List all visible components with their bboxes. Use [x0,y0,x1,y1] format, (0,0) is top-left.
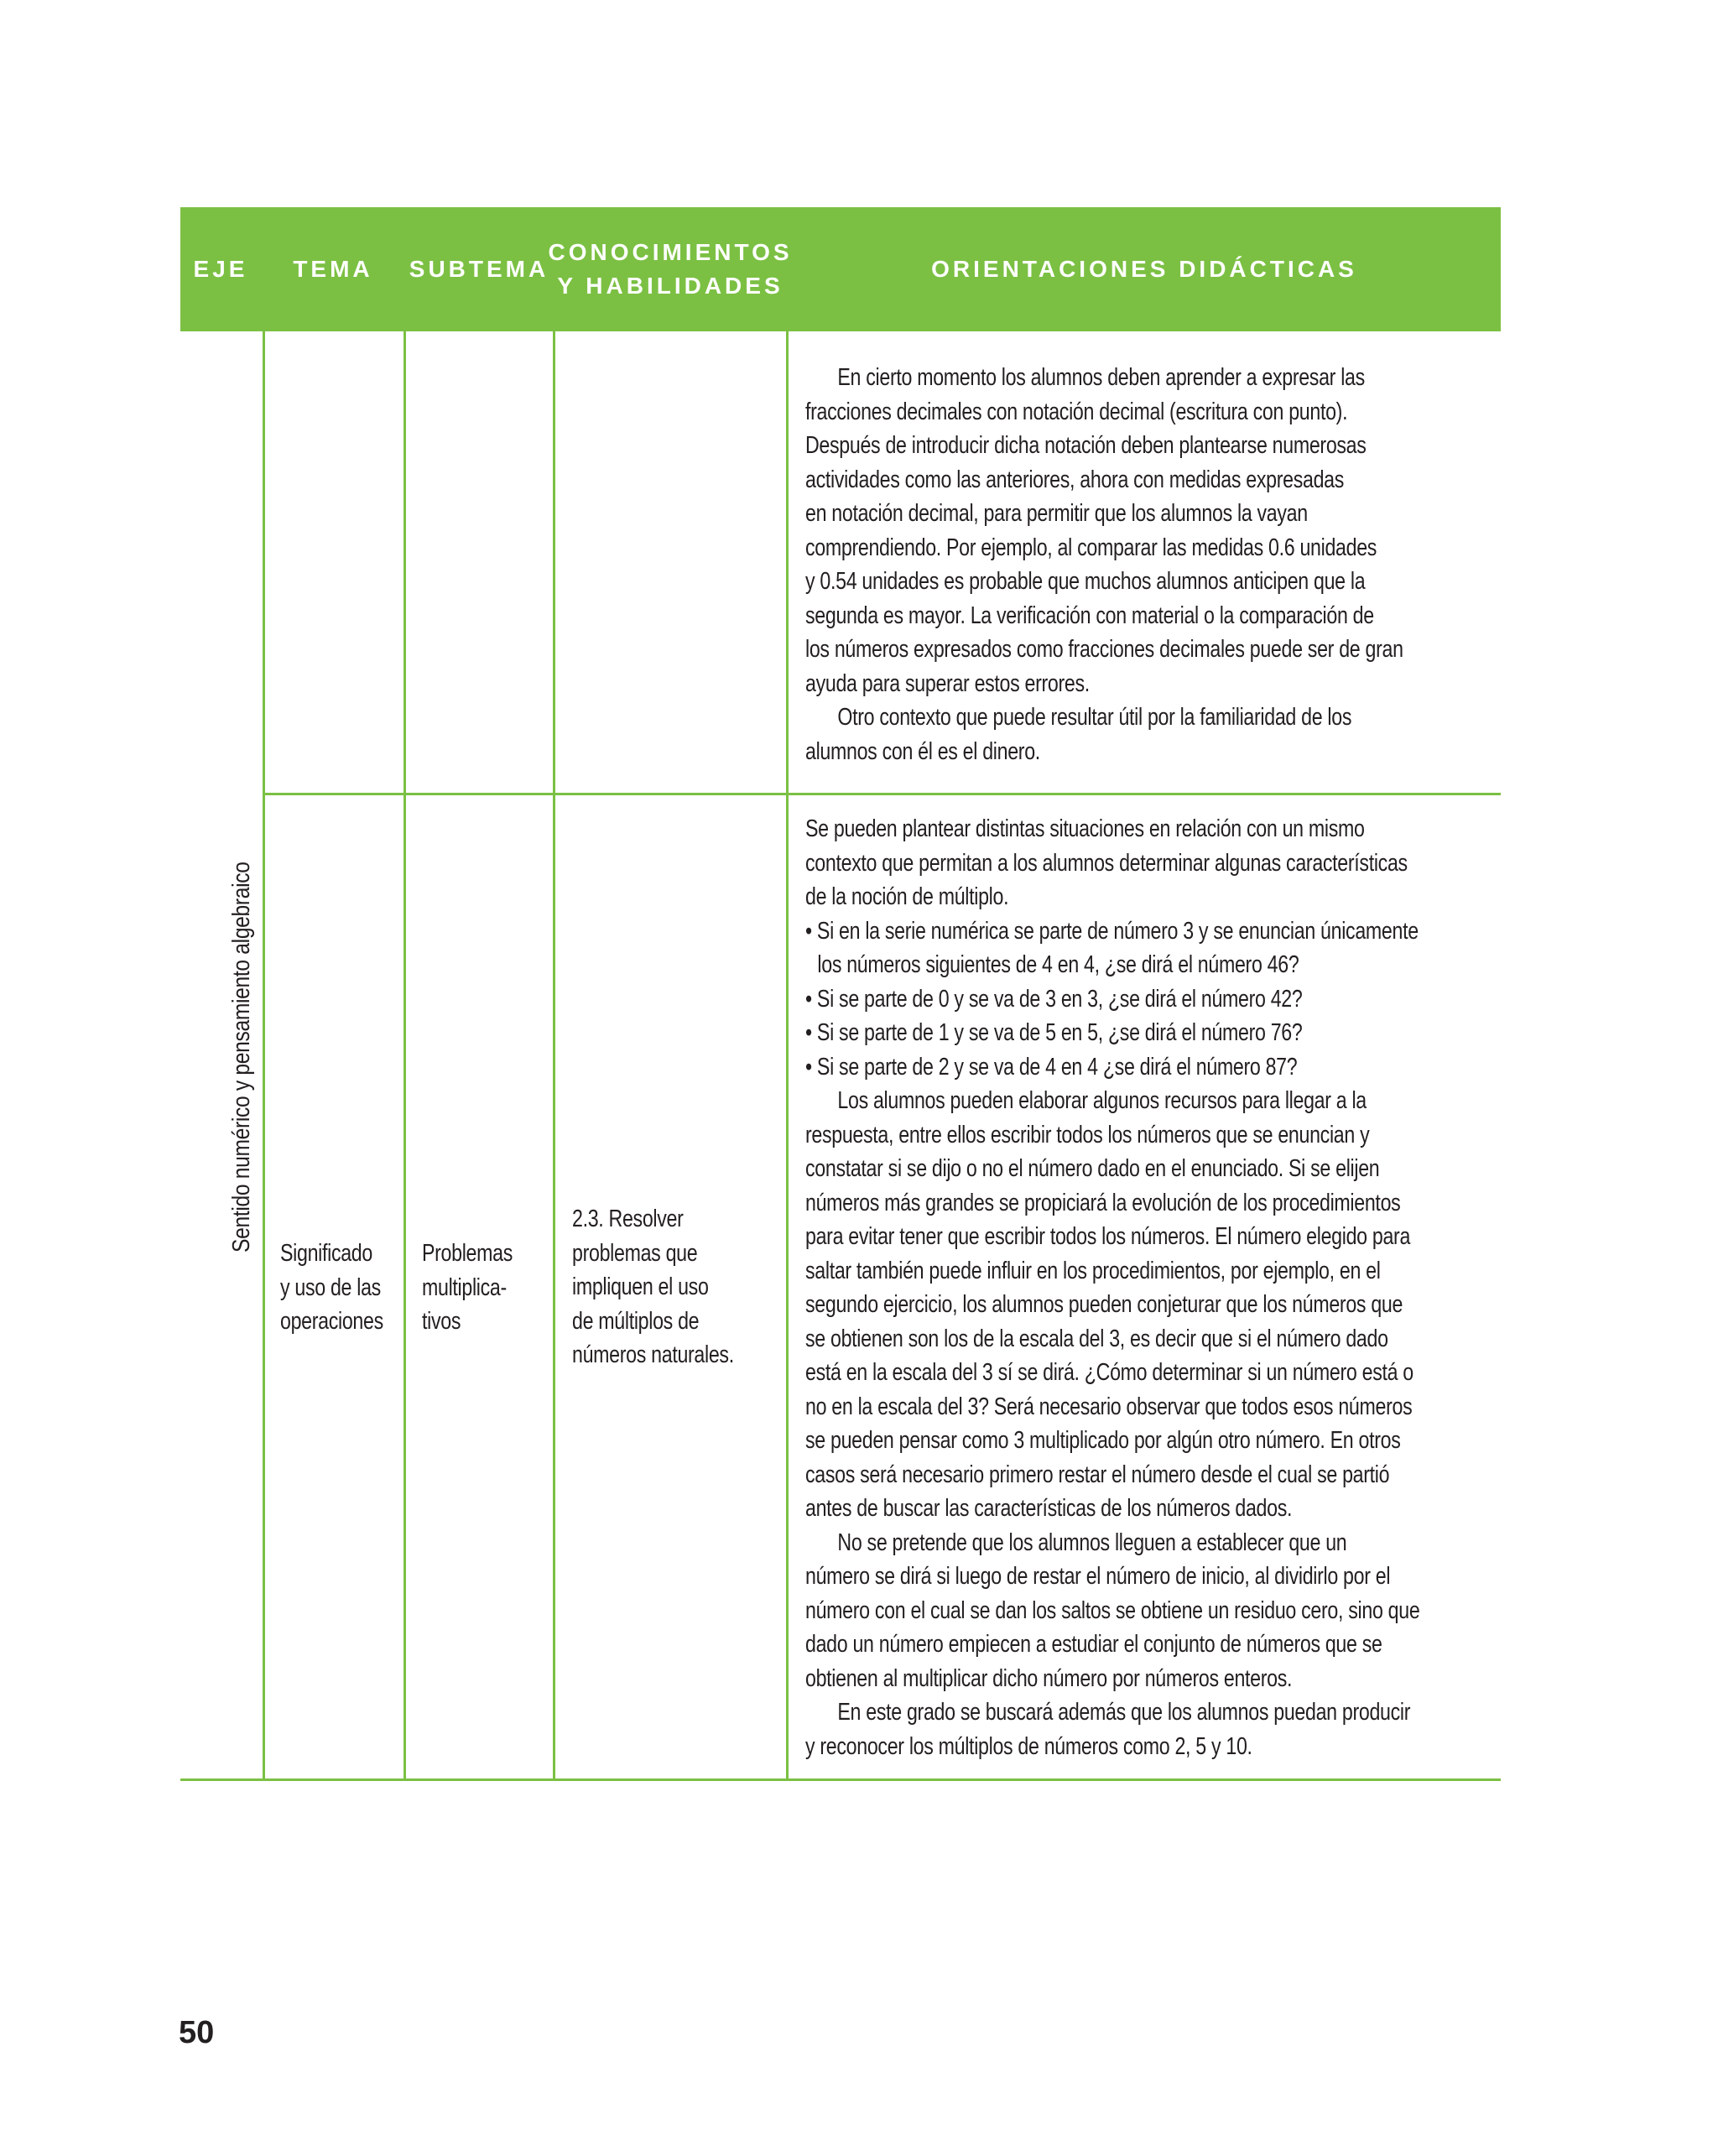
text-line: y 0.54 unidades es probable que muchos alumnos anticipen que la [805,568,1366,595]
row2-orientaciones [805,812,1419,1763]
text-line: segunda es mayor. La verificación con material o la comparación de [805,601,1374,629]
eje-label: Sentido numérico y pensamiento algebraico [228,862,255,1252]
text-line: no en la escala del 3? Será necesario observar que todos esos números [805,1393,1413,1420]
row2-tema [280,1237,383,1339]
header-eje: EJE [193,256,248,282]
text-line: los números expresados como fracciones decimales puede ser de gran [805,636,1403,663]
table-bottom-border [180,1778,1501,1781]
text-line: tivos [422,1308,461,1335]
header-orientaciones: ORIENTACIONES DIDÁCTICAS [931,256,1357,282]
text-line: En cierto momento los alumnos deben aprender a expresar las [837,364,1365,391]
header-conocimientos [548,207,793,331]
text-line: 2.3. Resolver [572,1206,684,1232]
text-line: En este grado se buscará además que los alumnos puedan producir [837,1699,1411,1726]
header-subtema: SUBTEMA [409,256,549,282]
text-line: Después de introducir dicha notación deben plantearse numerosas [805,432,1367,459]
text-line: multiplica- [422,1273,507,1301]
row-divider [263,793,1501,795]
header-conocimientos-line-2: Y HABILIDADES [557,273,784,299]
text-line: • Si se parte de 2 y se va de 4 en 4 ¿se dirá el número 87? [805,1053,1298,1081]
text-line: Los alumnos pueden elaborar algunos recursos para llegar a la [837,1087,1367,1114]
text-line: para evitar tener que escribir todos los números. El número elegido para [805,1223,1411,1250]
text-line: está en la escala del 3 sí se dirá. ¿Cómo determinar si un número está o [805,1359,1413,1386]
text-line: No se pretende que los alumnos lleguen a establecer que un [837,1528,1347,1556]
text-line: número se dirá si luego de restar el número de inicio, al dividirlo por el [805,1563,1391,1590]
header-tema: TEMA [293,256,373,282]
text-line: números naturales. [572,1341,734,1368]
text-line: alumnos con él es el dinero. [805,737,1040,765]
text-line: operaciones [280,1308,383,1335]
page-number: 50 [179,2015,215,2050]
text-line: comprendiendo. Por ejemplo, al comparar las medidas 0.6 unidades [805,534,1377,561]
divider-subtema-conocimientos [553,331,555,1780]
text-line: contexto que permitan a los alumnos determinar algunas características [805,849,1408,877]
text-line: números más grandes se propiciará la evolución de los procedimientos [805,1189,1401,1216]
text-line: fracciones decimales con notación decimal (escritura con punto). [805,398,1348,425]
text-line: dado un número empiecen a estudiar el conjunto de números que se [805,1631,1382,1658]
text-line: se pueden pensar como 3 multiplicado por algún otro número. En otros [805,1427,1401,1454]
text-line: en notación decimal, para permitir que los alumnos la vayan [805,500,1308,527]
text-line: de múltiplos de [572,1307,700,1335]
text-line: obtienen al multiplicar dicho número por números enteros. [805,1664,1293,1692]
text-line: Otro contexto que puede resultar útil por la familiaridad de los [837,704,1352,731]
divider-tema-subtema [403,331,406,1780]
text-line: casos será necesario primero restar el número desde el cual se partió [805,1461,1390,1488]
text-line: actividades como las anteriores, ahora con medidas expresadas [805,466,1345,493]
text-line: de la noción de múltiplo. [805,883,1009,910]
text-line: número con el cual se dan los saltos se obtiene un residuo cero, sino que [805,1596,1420,1624]
text-line: • Si se parte de 1 y se va de 5 en 5, ¿se dirá el número 76? [805,1019,1303,1046]
text-line: problemas que [572,1239,698,1267]
text-line: • Si en la serie numérica se parte de número 3 y se enuncian únicamente [805,917,1419,945]
text-line: los números siguientes de 4 en 4, ¿se dirá el número 46? [817,951,1299,978]
text-line: ayuda para superar estos errores. [805,669,1090,697]
text-line: y uso de las [280,1273,381,1301]
text-line: y reconocer los múltiplos de números como 2, 5 y 10. [805,1732,1252,1760]
row1-orientaciones [805,361,1403,768]
text-line: respuesta, entre ellos escribir todos los números que se enuncian y [805,1121,1370,1148]
text-line: antes de buscar las características de los números dados. [805,1495,1293,1522]
row2-conocimientos [572,1202,734,1372]
divider-conocimientos-orientaciones [786,331,789,1780]
row2-subtema [422,1237,513,1339]
text-line: se obtienen son los de la escala del 3, es decir que si el número dado [805,1325,1388,1352]
text-line: constatar si se dijo o no el número dado en el enunciado. Si se elijen [805,1155,1380,1182]
text-line: • Si se parte de 0 y se va de 3 en 3, ¿se dirá el número 42? [805,985,1303,1013]
table-header [180,207,1501,331]
divider-eje-tema [263,331,265,1780]
text-line: saltar también puede influir en los procedimientos, por ejemplo, en el [805,1257,1381,1284]
text-line: Significado [280,1240,372,1267]
text-line: impliquen el uso [572,1273,709,1300]
text-line: Se pueden plantear distintas situaciones en relación con un mismo [805,815,1365,842]
text-line: segundo ejercicio, los alumnos pueden conjeturar que los números que [805,1291,1403,1318]
header-conocimientos-line-1: CONOCIMIENTOS [548,239,793,265]
text-line: Problemas [422,1240,513,1267]
